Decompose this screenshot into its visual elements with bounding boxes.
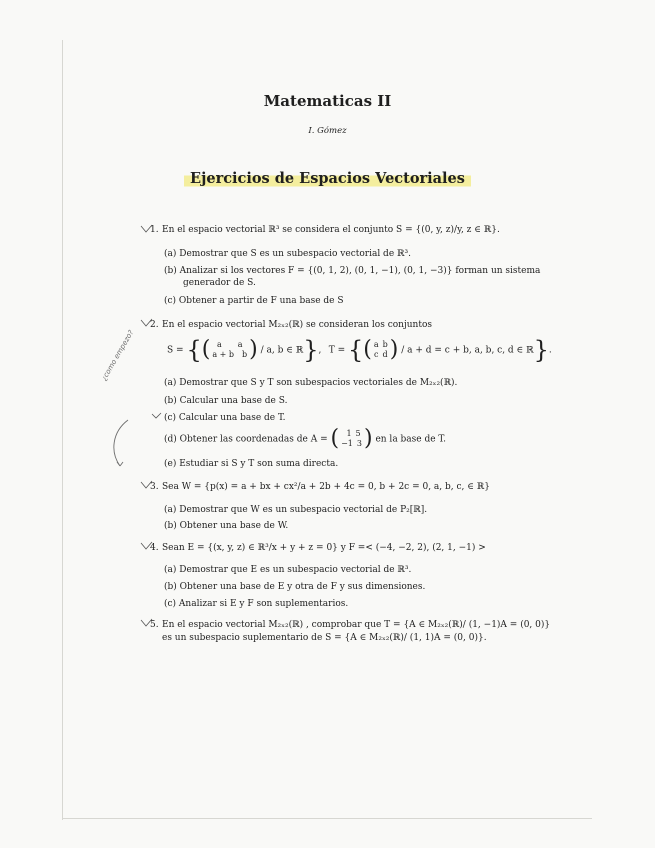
matrix-t [374, 340, 388, 360]
matrix-t-cell: a [373, 340, 379, 349]
matrix-s [212, 340, 247, 360]
matrix-s-cell: a [216, 340, 222, 349]
brace-open-s: { [186, 336, 202, 364]
exercise-1-item-b: (b) Analizar si los vectores F = {(0, 1, 2), (0, 1, −1), (0, 1, −3)} forman un sistema [164, 266, 541, 276]
exercise-4-item-a: (a) Demostrar que E es un subespacio vectorial de ℝ³. [164, 565, 412, 575]
exercise-5-intro: En el espacio vectorial M₂ₓ₂(ℝ) , comprobar que T = {A ∈ M₂ₓ₂(ℝ)/ (1, −1)A = (0, 0)} [162, 620, 551, 630]
set-definitions: S = {( a a a + b b) / a, b ∈ ℝ}, T = {( a b c d) / a + d = c + b, a, b, c, d ∈ ℝ}. [167, 336, 552, 364]
brace-close-s: } [303, 336, 319, 364]
exercise-2-item-b: (b) Calcular una base de S. [164, 396, 288, 406]
exercise-1-item-c: (c) Obtener a partir de F una base de S [164, 296, 344, 306]
paren-open-t: ( [363, 337, 372, 362]
set-t-condition: / a + d = c + b, a, b, c, d ∈ ℝ [401, 345, 534, 356]
paren-close-t: ) [389, 337, 399, 362]
matrix-t-cell: d [382, 350, 388, 359]
paren-open-a: ( [330, 426, 340, 451]
matrix-s-cell: a + b [212, 350, 235, 359]
exercise-3-number: 3. [150, 482, 159, 492]
exercise-3-item-b: (b) Obtener una base de W. [164, 521, 289, 531]
paren-close-a: ) [363, 426, 373, 451]
exercise-5-number: 5. [150, 620, 159, 630]
exercise-2-item-c: (c) Calcular una base de T. [164, 413, 286, 423]
matrix-a-cell: 1 [346, 429, 352, 438]
paren-open-s: ( [201, 337, 211, 362]
author-name: I. Gómez [308, 126, 347, 136]
exercise-2-number: 2. [150, 320, 159, 330]
exercise-5-intro-cont: es un subespacio suplementario de S = {A ∈ M₂ₓ₂(ℝ)/ (1, 1)A = (0, 0)}. [162, 633, 487, 643]
paren-close-s: ) [249, 337, 258, 362]
exercise-4-number: 4. [150, 543, 159, 553]
exercise-1-item-a: (a) Demostrar que S es un subespacio vectorial de ℝ³. [164, 249, 411, 259]
matrix-s-cell: a [237, 340, 243, 349]
exercise-4-intro: Sean E = {(x, y, z) ∈ ℝ³/x + y + z = 0} y F =< (−4, −2, 2), (2, 1, −1) > [162, 543, 486, 553]
matrix-t-cell: b [382, 340, 388, 349]
exercise-2-item-e: (e) Estudiar si S y T son suma directa. [164, 459, 339, 469]
exercise-1-item-b-cont: generador de S. [183, 278, 256, 288]
item-d-prefix: (d) Obtener las coordenadas de A = [164, 434, 328, 445]
exercise-2-item-a: (a) Demostrar que S y T son subespacios vectoriales de M₂ₓ₂(ℝ). [164, 378, 458, 388]
highlighted-subtitle: Ejercicios de Espacios Vectoriales [184, 169, 471, 188]
matrix-a-cell: 5 [355, 429, 361, 438]
brace-close-t: } [533, 336, 549, 364]
pencil-arrow [114, 420, 128, 466]
exercise-4-item-c: (c) Analizar si E y F son suplementarios. [164, 599, 349, 609]
exercise-1-number: 1. [150, 225, 159, 235]
item-d-suffix: en la base de T. [375, 434, 446, 445]
handwritten-note: ¿como empezo? [100, 328, 136, 382]
set-t-label: T = [328, 345, 346, 356]
exercise-2-intro: En el espacio vectorial M₂ₓ₂(ℝ) se consideran los conjuntos [162, 320, 432, 330]
brace-open-t: { [348, 336, 364, 364]
set-s-label: S = [167, 345, 184, 356]
document-title: Matematicas II [263, 92, 392, 110]
check-mark-item-c [152, 413, 161, 418]
matrix-t-cell: c [374, 350, 379, 359]
exercise-2-item-d [164, 426, 446, 451]
exercise-3-intro: Sea W = {p(x) = a + bx + cx²/a + 2b + 4c = 0, b + 2c = 0, a, b, c, ∈ ℝ} [162, 482, 490, 492]
exercise-1-intro: En el espacio vectorial ℝ³ se considera el conjunto S = {(0, y, z)/y, z ∈ ℝ}. [162, 225, 500, 235]
matrix-a [341, 429, 362, 449]
matrix-s-cell: b [242, 350, 248, 359]
matrix-a-cell: −1 [341, 439, 353, 448]
exercise-3-item-a: (a) Demostrar que W es un subespacio vectorial de P₂[ℝ]. [164, 505, 428, 515]
exercise-4-item-b: (b) Obtener una base de E y otra de F y sus dimensiones. [164, 582, 426, 592]
matrix-a-cell: 3 [356, 439, 362, 448]
set-s-condition: / a, b ∈ ℝ [260, 345, 304, 356]
